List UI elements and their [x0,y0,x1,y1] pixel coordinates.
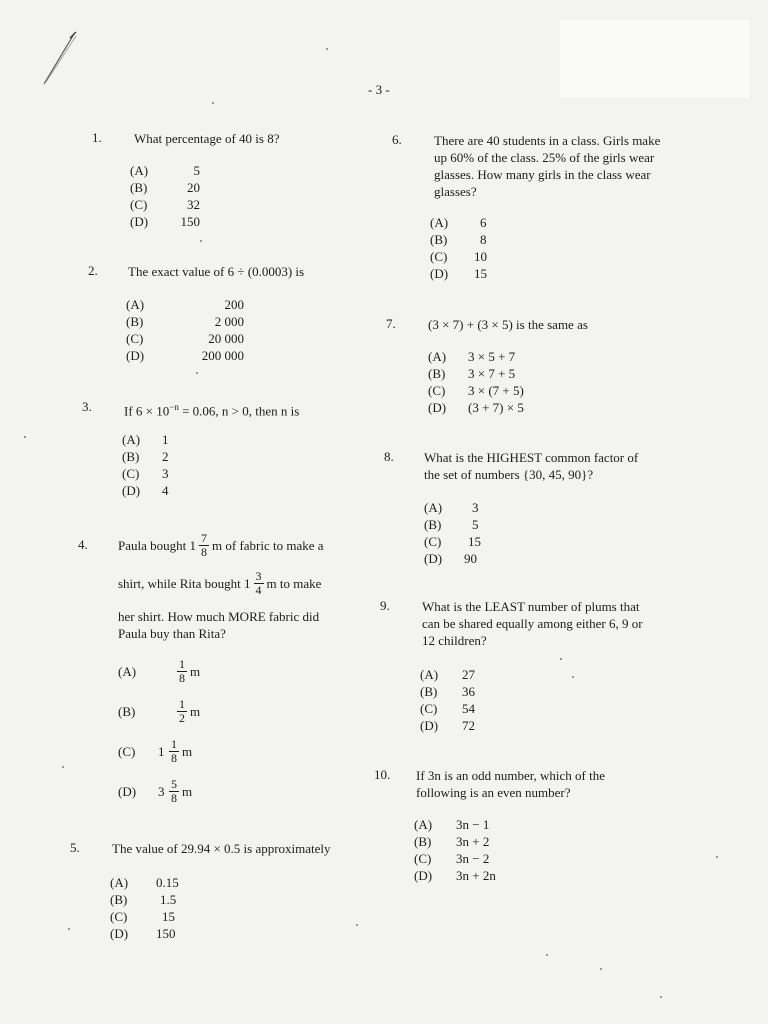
question-number: 3. [82,399,92,414]
option: (C) 10 [430,249,487,264]
options-q8 [424,499,481,567]
question-stem-line: shirt, while Rita bought 1 $\frac{3}{4}$ m to make [118,568,322,597]
option: (C) 54 [420,701,475,716]
option: (A) $\frac{1}{8}$ m [118,656,201,685]
option: (C) 32 [130,197,200,212]
question-number: 1. [92,130,102,145]
scan-speck [212,102,214,104]
question-number: 10. [374,767,391,782]
question-stem: The value of 29.94 × 0.5 is approximately [112,841,331,856]
question-stem: There are 40 students in a class. Girls make up 60% of the class. 25% of the girls wear glasses. How many girls in the class wear glasses? [434,133,661,199]
question-stem-line: Paula bought 1 $\frac{7}{8}$ m of fabric to make a [118,530,324,559]
option: (A) 3 [424,500,479,515]
option: (D) 150 [110,926,176,941]
options-q1 [130,162,200,230]
option: (C) 3 × (7 + 5) [428,383,524,398]
option: (A) 6 [430,215,487,230]
options-q2 [126,296,244,364]
option: (C) 20 000 [126,331,244,346]
option: (B) 2 000 [126,314,244,329]
question-stem: What is the LEAST number of plums that can be shared equally among either 6, 9 or 12 children? [422,599,643,648]
option: (D) 3n + 2n [414,868,496,883]
question-stem-line: Paula buy than Rita? [118,626,226,641]
option: (D) 90 [424,551,477,566]
question-stem: The exact value of 6 ÷ (0.0003) is [128,264,305,279]
option: (D) 150 [130,214,200,229]
question-number: 2. [88,263,98,278]
option: (C) 3n − 2 [414,851,490,866]
scan-speck [68,928,70,930]
question-number: 9. [380,598,390,613]
option: (B) 36 [420,684,475,699]
option: (A) 1 [122,432,169,447]
options-q4 [118,655,200,807]
option: (B) $\frac{1}{2}$ m [118,696,201,725]
option: (A) 0.15 [110,875,179,890]
pen-mark-icon [30,28,82,88]
option: (D) 15 [430,266,487,281]
options-q7 [428,348,524,416]
option: (C) 15 [110,909,175,924]
scan-speck [326,48,328,50]
scan-speck [200,240,202,242]
option: (A) 3n − 1 [414,817,490,832]
scan-speck [660,996,662,998]
options-q9 [420,666,475,734]
question-stem-line: her shirt. How much MORE fabric did [118,609,320,624]
scan-speck [716,856,718,858]
question-stem: If 3n is an odd number, which of the following is an even number? [416,768,606,800]
question-number: 7. [386,316,396,331]
option: (B) 3 × 7 + 5 [428,366,516,381]
option: (A) 3 × 5 + 7 [428,349,516,364]
scan-speck [572,676,574,678]
scan-speck [196,372,198,374]
scan-speck [62,766,64,768]
option: (B) 5 [424,517,479,532]
question-number: 4. [78,537,88,552]
option: (D) 200 000 [126,348,244,363]
option: (D) (3 + 7) × 5 [428,400,524,415]
question-stem: What percentage of 40 is 8? [134,131,280,146]
option: (A) 5 [130,163,200,178]
option: (B) 2 [122,449,169,464]
option: (A) 200 [126,297,244,312]
options-q5 [110,874,179,942]
scan-speck [356,924,358,926]
scan-speck [24,436,26,438]
blank-corner [560,20,750,98]
option: (B) 8 [430,232,487,247]
page-number: - 3 - [368,82,390,97]
scan-speck [560,658,562,660]
options-q3 [122,431,169,499]
scan-speck [600,968,602,970]
option: (C) 1 $\frac{1}{8}$ m [118,736,193,765]
option: (C) 3 [122,466,169,481]
option: (B) 1.5 [110,892,177,907]
option: (D) 3 $\frac{5}{8}$ m [118,776,193,805]
question-stem: (3 × 7) + (3 × 5) is the same as [428,317,588,332]
option: (D) 72 [420,718,475,733]
option: (A) 27 [420,667,475,682]
option: (B) 20 [130,180,200,195]
option: (B) 3n + 2 [414,834,490,849]
question-stem: If $6 \times 10^{-n} = 0.06$, n > 0, then n is [124,402,300,419]
option: (D) 4 [122,483,169,498]
options-q10 [414,816,496,884]
scan-speck [546,954,548,956]
question-number: 5. [70,840,80,855]
question-stem: What is the HIGHEST common factor of the set of numbers {30, 45, 90}? [424,450,639,482]
option: (C) 15 [424,534,481,549]
options-q6 [430,214,487,282]
question-number: 6. [392,132,402,147]
question-number: 8. [384,449,394,464]
